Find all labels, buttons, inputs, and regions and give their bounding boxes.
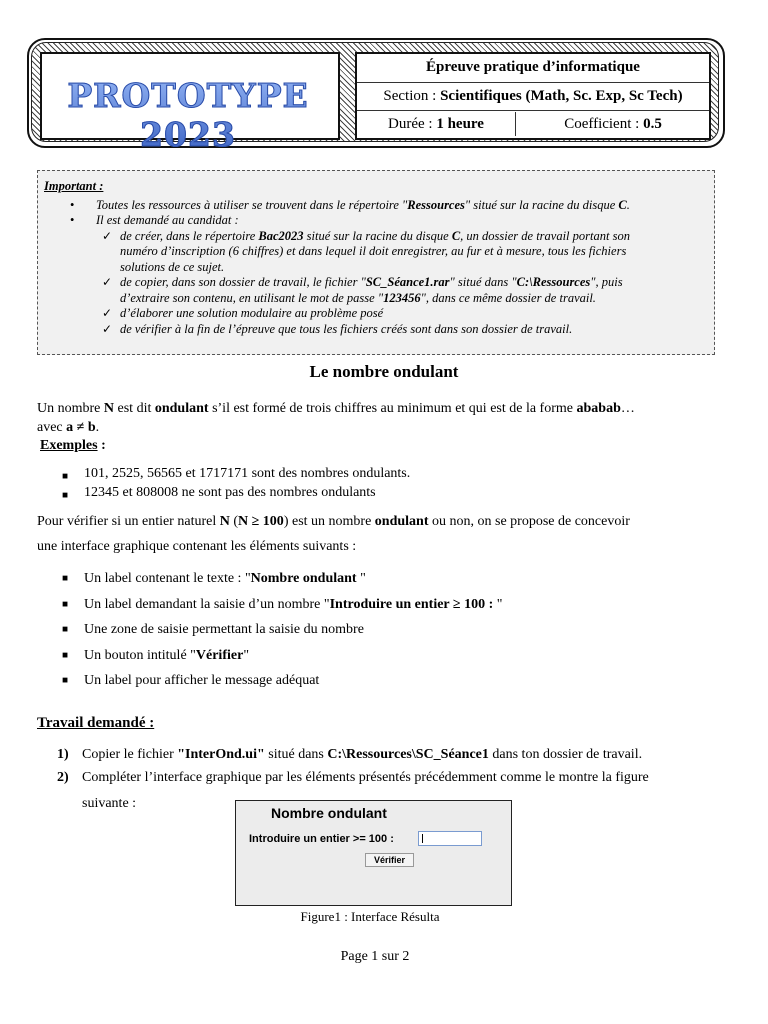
text-cursor [422, 834, 423, 843]
list-item: ■ 12345 et 808008 ne sont pas des nombres ondulants [62, 485, 376, 501]
divider [357, 82, 709, 83]
checkmark-icon: ✓ [102, 275, 113, 289]
list-item: • Il est demandé au candidat : [70, 213, 239, 227]
coefficient: Coefficient : 0.5 [564, 116, 662, 132]
section-value: Scientifiques (Math, Sc. Exp, Sc Tech) [440, 88, 683, 104]
work-step-1: 1) Copier le fichier "InterOnd.ui" situé dans C:\Ressources\SC_Séance1 dans ton dossier de travail. [57, 747, 643, 762]
examples-list [62, 464, 722, 502]
list-item: ✓ de copier, dans son dossier de travail, le fichier "SC_Séance1.rar" situé dans "C:\Ressources", puis d’extraire son contenu, en utilisant le mot de passe "123456", dans ce même dossier de travail. [102, 275, 623, 305]
list-item: ■ Un label pour afficher le message adéquat [62, 673, 320, 688]
duration: Durée : 1 heure [388, 116, 484, 132]
divider [357, 110, 709, 111]
work-heading: Travail demandé : [37, 715, 155, 731]
paragraph-interface: Pour vérifier si un entier naturel N (N ≥ 100) est un nombre ondulant ou non, on se propose de concevoir une interface graphique contenant les éléments suivants : [37, 514, 630, 554]
figure-caption: Figure1 : Interface Résulta [300, 909, 440, 924]
figure-title-label: Nombre ondulant [271, 805, 387, 821]
figure-verify-button[interactable]: Vérifier [365, 853, 414, 867]
checkmark-icon: ✓ [102, 306, 113, 320]
list-item: ■ Un bouton intitulé "Vérifier" [62, 647, 250, 663]
checkmark-icon: ✓ [102, 321, 113, 336]
figure-interface-window [235, 800, 512, 906]
divider [515, 112, 516, 136]
list-item: ■ 101, 2525, 56565 et 1717171 sont des nombres ondulants. [62, 466, 411, 482]
elements-list [62, 566, 722, 694]
page-number: Page 1 sur 2 [340, 949, 410, 964]
important-heading: Important : [44, 179, 104, 193]
list-item: ■ Un label contenant le texte : "Nombre ondulant " [62, 571, 366, 586]
page-title: Le nombre ondulant [309, 362, 459, 381]
list-item: • Toutes les ressources à utiliser se trouvent dans le répertoire "Ressources" situé sur la racine du disque C. [70, 197, 630, 212]
list-item: ✓ d’élaborer une solution modulaire au problème posé [102, 306, 384, 320]
list-item: ■ Une zone de saisie permettant la saisie du nombre [62, 622, 364, 637]
important-box [37, 170, 715, 355]
exam-info-box [355, 52, 711, 140]
list-item: ✓ de créer, dans le répertoire Bac2023 situé sur la racine du disque C, un dossier de travail portant son numéro d’inscription (6 chiffres) et dans lequel il doit enregistrer, au fur et à mesure, tous les fichiers solutions de ce sujet. [102, 228, 630, 274]
figure-number-input[interactable] [418, 831, 482, 846]
logo-prototype-2023: PROTOTYPE 2023 [48, 76, 328, 154]
examples-heading: Exemples : [40, 438, 106, 453]
list-item: ■ Un label demandant la saisie d’un nombre "Introduire un entier ≥ 100 : " [62, 596, 503, 612]
list-item: ✓ de vérifier à la fin de l’épreuve que tous les fichiers créés sont dans son dossier de travail. [102, 321, 573, 336]
section-line: Section : Scientifiques (Math, Sc. Exp, Sc Tech) [383, 88, 683, 104]
intro-paragraph: Un nombre N est dit ondulant s’il est formé de trois chiffres au minimum et qui est de la forme ababab… avec a ≠ b. [37, 401, 635, 435]
exam-title: Épreuve pratique d’informatique [426, 59, 640, 75]
checkmark-icon: ✓ [102, 228, 113, 243]
work-step-2: 2) Compléter l’interface graphique par les éléments présentés précédemment comme le montre la figure suivante : [57, 770, 649, 811]
figure-prompt-label: Introduire un entier >= 100 : [249, 833, 394, 845]
